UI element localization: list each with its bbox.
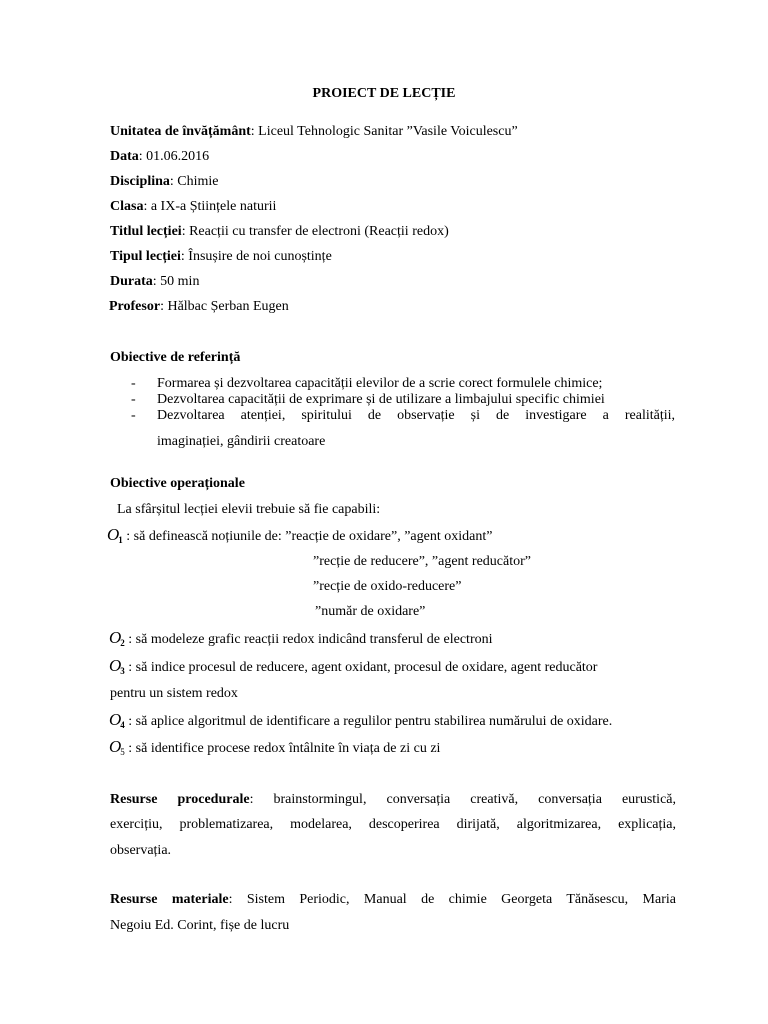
info-line-profesor — [109, 299, 289, 315]
resurse-procedurale-line3: observația. — [110, 843, 172, 858]
objective-subscript: 1 — [118, 535, 123, 545]
resurse-procedurale-text: : brainstormingul, conversația creativă, conversația eurustică, — [249, 792, 676, 807]
list-item-text-continuation: imaginației, gândirii creatoare — [157, 434, 326, 449]
info-label: Tipul lecției — [110, 249, 181, 264]
info-label: Durata — [110, 274, 153, 289]
objective-text: : să aplice algoritmul de identificare a regulilor pentru stabilirea numărului de oxidare. — [124, 714, 613, 729]
objective-text: : să identifice procese redox întâlnite în viața de zi cu zi — [124, 741, 441, 756]
resurse-procedurale-line2: exercițiu, problematizarea, modelarea, descoperirea dirijată, algoritmizarea, explicația, — [110, 817, 676, 832]
list-item-text: Dezvoltarea atenției, spiritului de observație și de investigare a realității, — [157, 408, 675, 423]
info-line-titlul — [110, 224, 449, 240]
objective-subscript: 4 — [120, 720, 125, 730]
objective-o5 — [109, 739, 440, 760]
info-line-durata — [110, 274, 199, 290]
bullet-dash: - — [131, 408, 136, 423]
objective-o1-continuation: ”recție de oxido-reducere” — [313, 579, 462, 594]
objective-text: : să indice procesul de reducere, agent oxidant, procesul de oxidare, agent reducător — [124, 660, 598, 675]
objective-o-symbol: O — [107, 525, 120, 544]
info-value: : 01.06.2016 — [138, 149, 210, 164]
objective-o-symbol: O — [109, 656, 122, 675]
objective-subscript: 5 — [120, 747, 125, 757]
objective-subscript: 2 — [120, 638, 125, 648]
objective-o-symbol: O — [109, 710, 122, 729]
section-heading-obiective-referinta: Obiective de referință — [110, 350, 241, 365]
info-line-unitatea — [110, 124, 518, 140]
info-label: Disciplina — [110, 174, 170, 189]
info-value: : a IX-a Științele naturii — [143, 199, 277, 214]
info-value: : Liceul Tehnologic Sanitar ”Vasile Voiculescu” — [250, 124, 518, 139]
info-label: Data — [110, 149, 139, 164]
objective-o1-continuation: ”număr de oxidare” — [315, 604, 426, 619]
objective-text: : să definească noțiunile de: ”reacție de oxidare”, ”agent oxidant” — [122, 529, 493, 544]
objective-o1-continuation: ”recție de reducere”, ”agent reducător” — [313, 554, 532, 569]
objective-subscript: 3 — [120, 666, 125, 676]
info-line-data — [110, 149, 209, 165]
info-value: : Însușire de noi cunoștințe — [180, 249, 332, 264]
objective-o3-continuation: pentru un sistem redox — [110, 686, 238, 701]
objective-o4 — [109, 712, 612, 733]
list-item-text: Formarea și dezvoltarea capacității elevilor de a scrie corect formulele chimice; — [157, 376, 603, 391]
resurse-procedurale-label: Resurse procedurale — [110, 792, 250, 807]
list-item-text: Dezvoltarea capacității de exprimare și de utilizare a limbajului specific chimiei — [157, 392, 605, 407]
info-line-tipul — [110, 249, 332, 265]
info-value: : Reacții cu transfer de electroni (Reacții redox) — [181, 224, 449, 239]
objective-o3 — [109, 658, 597, 679]
info-value: : Hălbac Șerban Eugen — [160, 299, 289, 314]
objective-o-symbol: O — [109, 737, 122, 756]
resurse-procedurale-line1 — [110, 792, 676, 808]
info-value: : Chimie — [169, 174, 219, 189]
info-label: Unitatea de învățământ — [110, 124, 251, 139]
section-heading-obiective-operationale: Obiective operaționale — [110, 476, 245, 491]
info-line-disciplina — [110, 174, 219, 190]
bullet-dash: - — [131, 376, 136, 391]
info-value: : 50 min — [152, 274, 200, 289]
info-label: Titlul lecției — [110, 224, 182, 239]
info-label: Profesor — [109, 299, 161, 314]
objective-o1 — [107, 527, 492, 548]
objective-o2 — [109, 630, 493, 651]
info-label: Clasa — [110, 199, 144, 214]
resurse-materiale-line2: Negoiu Ed. Corint, fișe de lucru — [110, 918, 290, 933]
objective-o-symbol: O — [109, 628, 122, 647]
objective-text: : să modeleze grafic reacții redox indicând transferul de electroni — [124, 632, 493, 647]
resurse-materiale-label: Resurse materiale — [110, 892, 229, 907]
obiective-intro: La sfârșitul lecției elevii trebuie să fie capabili: — [117, 502, 381, 517]
page-title: PROIECT DE LECȚIE — [312, 86, 456, 101]
info-line-clasa — [110, 199, 276, 215]
resurse-materiale-line1 — [110, 892, 676, 908]
resurse-materiale-text: : Sistem Periodic, Manual de chimie Georgeta Tănăsescu, Maria — [228, 892, 676, 907]
bullet-dash: - — [131, 392, 136, 407]
